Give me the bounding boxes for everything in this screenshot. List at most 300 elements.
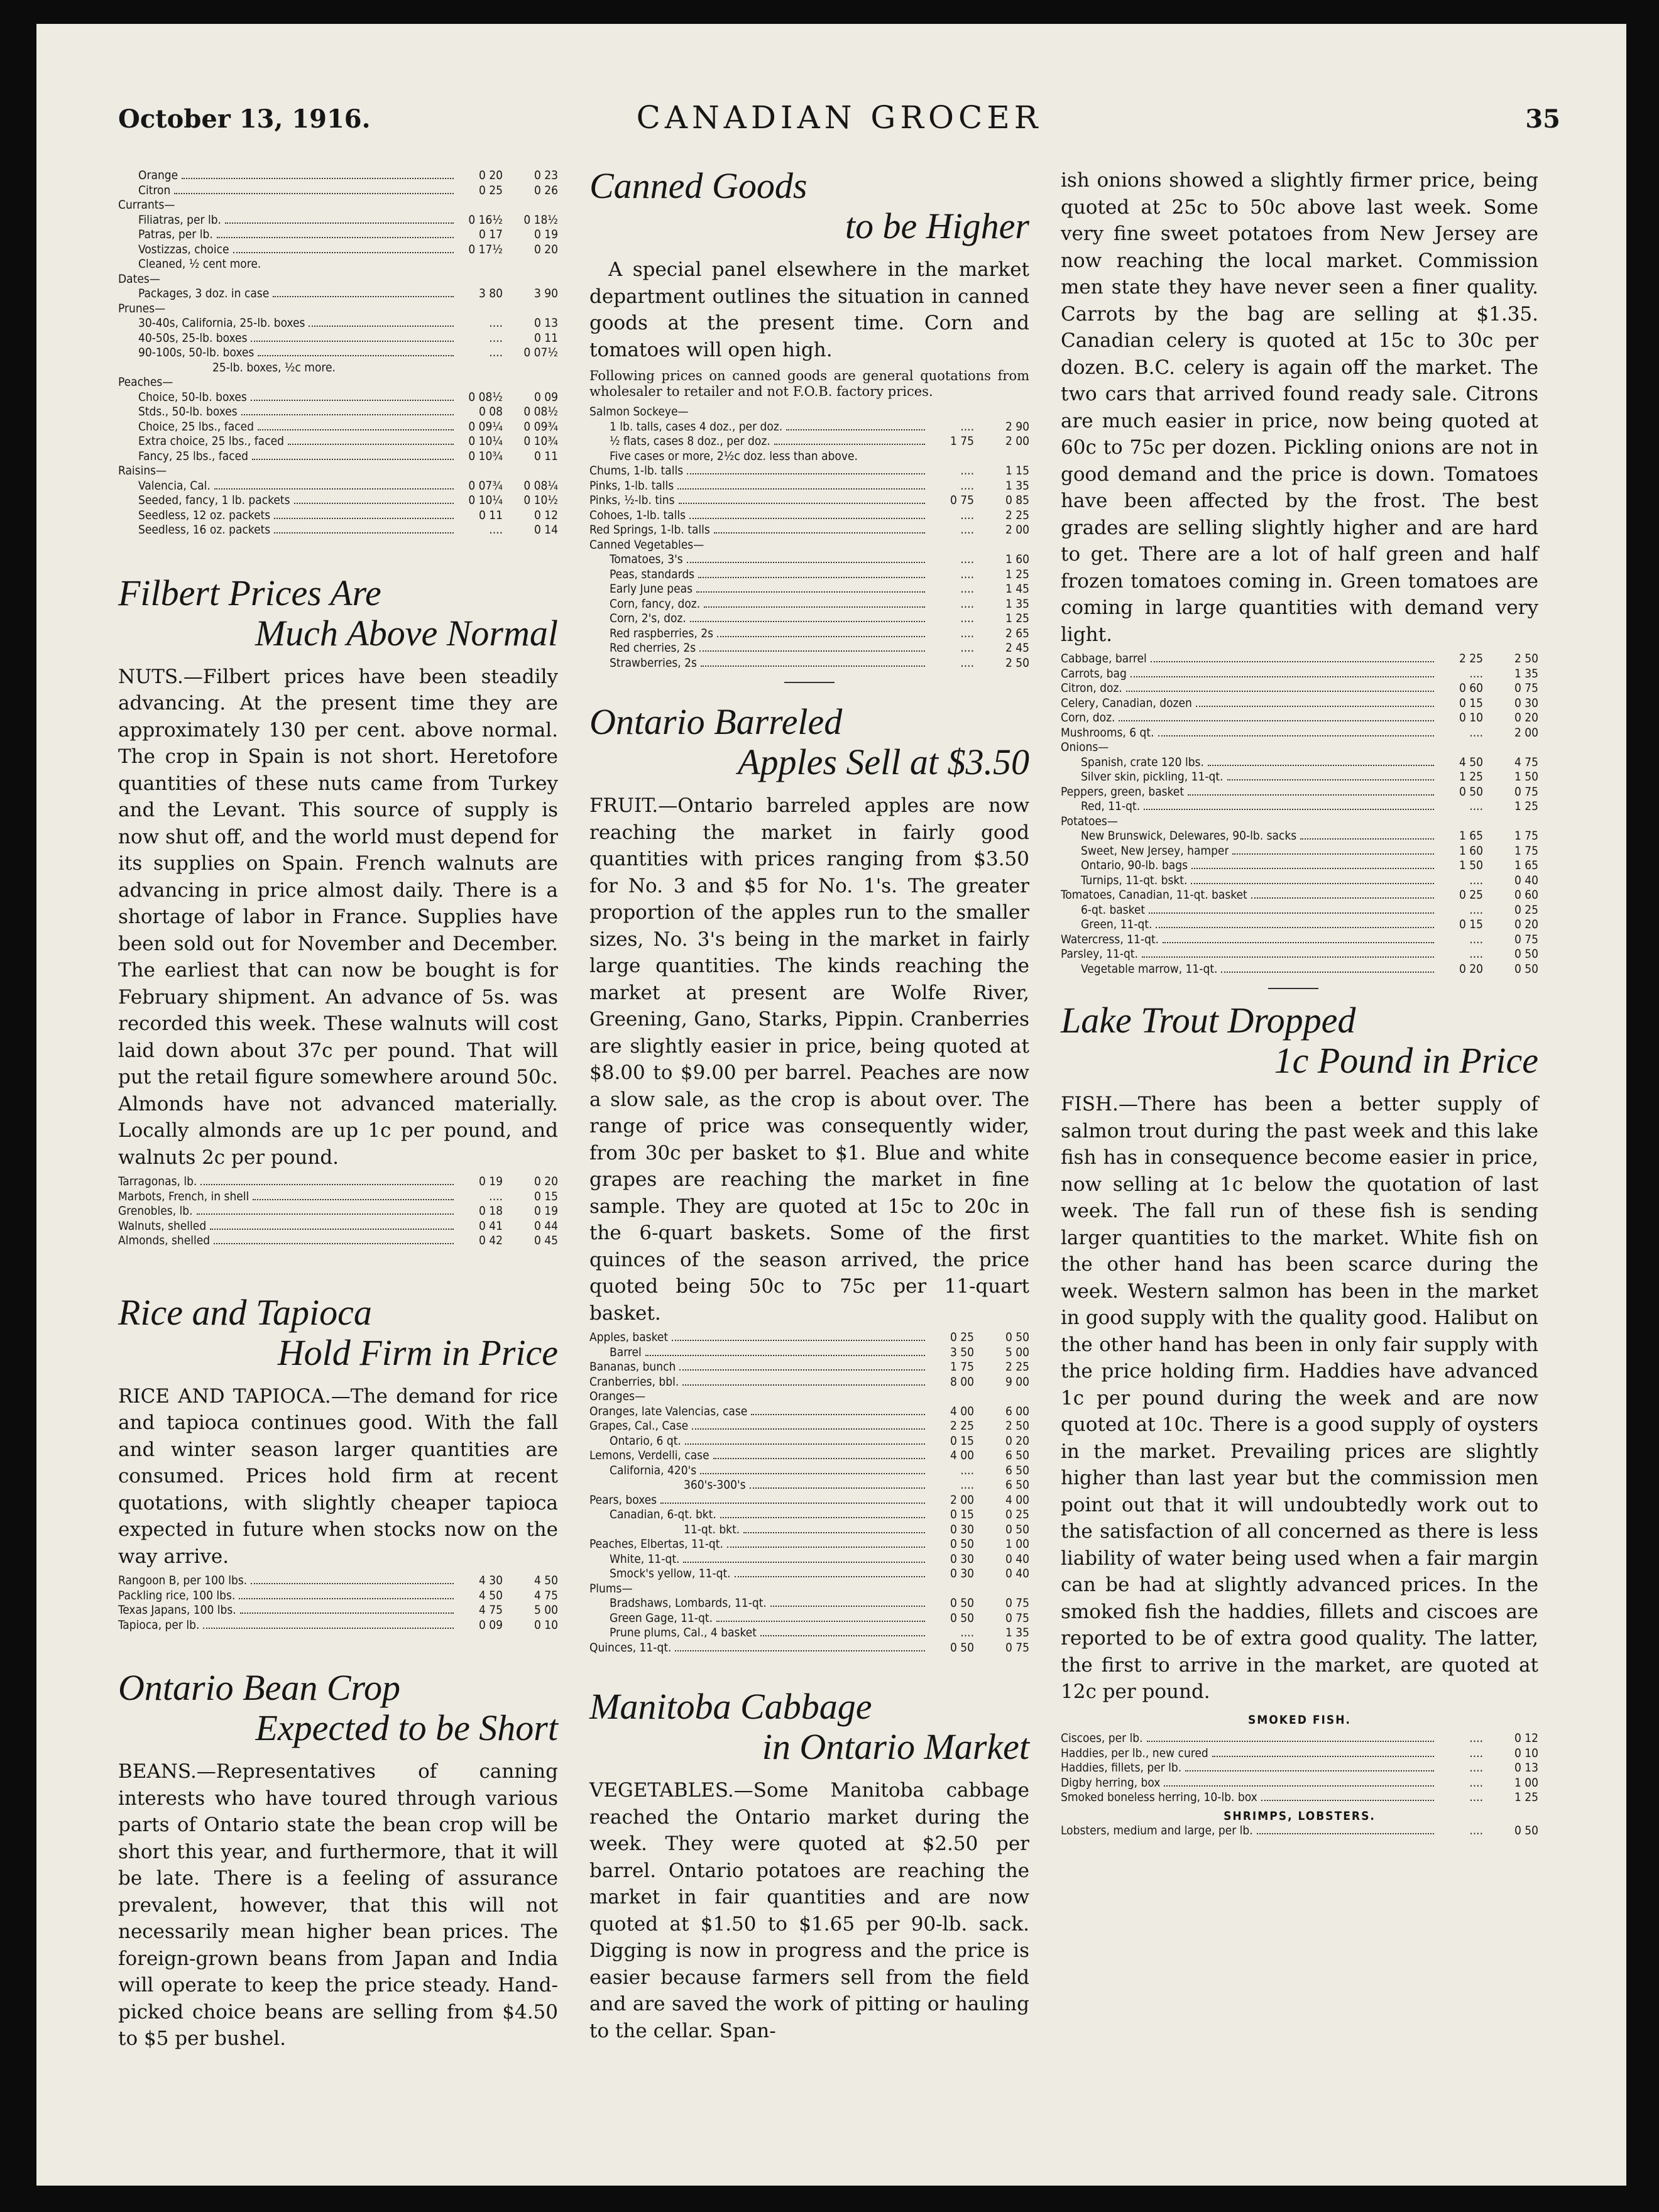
price-row bbox=[589, 1493, 1029, 1508]
item-name: Packling rice, 100 lbs. bbox=[118, 1588, 236, 1602]
dot-leader bbox=[685, 1443, 925, 1445]
item-name: Haddies, per lb., new cured bbox=[1061, 1746, 1208, 1760]
dot-leader bbox=[252, 459, 454, 460]
issue-date: October 13, 1916. bbox=[118, 104, 371, 134]
item-name: Pinks, 1-lb. talls bbox=[589, 478, 674, 493]
price-high: 0 30 bbox=[1514, 696, 1538, 710]
page-number: 35 bbox=[1525, 104, 1560, 134]
price-high: 0 14 bbox=[534, 523, 558, 537]
price-high: 2 25 bbox=[1005, 508, 1029, 522]
price-row bbox=[118, 493, 558, 508]
price-low: .... bbox=[960, 1626, 974, 1640]
item-name: Tomatoes, Canadian, 11-qt. basket bbox=[1061, 888, 1247, 902]
dot-leader bbox=[273, 296, 454, 297]
item-name: 90-100s, 50-lb. boxes bbox=[138, 346, 255, 359]
price-row bbox=[1061, 1746, 1538, 1761]
dot-leader bbox=[288, 444, 454, 445]
dot-leader bbox=[1164, 1785, 1434, 1787]
price-high: 1 45 bbox=[1005, 582, 1029, 596]
price-row bbox=[589, 434, 1029, 449]
dot-leader bbox=[760, 1635, 925, 1636]
item-name: Seedless, 12 oz. packets bbox=[138, 508, 271, 522]
price-row bbox=[589, 1641, 1029, 1656]
price-high: 0 50 bbox=[1005, 1522, 1029, 1536]
price-row bbox=[118, 464, 558, 479]
price-row bbox=[589, 1345, 1029, 1361]
price-low: 4 00 bbox=[950, 1404, 974, 1418]
dot-leader bbox=[1300, 838, 1434, 840]
dot-leader bbox=[1147, 1741, 1434, 1742]
price-high: 1 50 bbox=[1514, 770, 1538, 784]
dot-leader bbox=[1261, 1800, 1434, 1801]
dot-leader bbox=[720, 1517, 925, 1518]
price-row bbox=[1061, 799, 1538, 814]
item-name: Prune plums, Cal., 4 basket bbox=[610, 1626, 757, 1640]
price-row bbox=[118, 420, 558, 435]
item-name: Strawberries, 2s bbox=[610, 655, 697, 670]
price-high: 2 50 bbox=[1514, 652, 1538, 665]
price-high: 1 25 bbox=[1005, 611, 1029, 625]
price-low: .... bbox=[960, 655, 974, 670]
price-high: 0 44 bbox=[534, 1218, 558, 1233]
dot-leader bbox=[679, 1369, 925, 1371]
price-high: 0 23 bbox=[534, 168, 558, 182]
dot-leader bbox=[1149, 912, 1434, 914]
price-row bbox=[589, 1567, 1029, 1582]
dot-leader bbox=[197, 1213, 454, 1215]
price-low: 3 50 bbox=[950, 1345, 974, 1359]
nuts-price-table bbox=[118, 1174, 558, 1249]
beans-article bbox=[118, 1758, 558, 2052]
canned-article: A special panel elsewhere in the market department outlines the situation in canned goods at the present time. Corn and tomatoes will open high. bbox=[589, 258, 1029, 361]
item-name: Cohoes, 1-lb. talls bbox=[589, 508, 686, 522]
price-row bbox=[1061, 947, 1538, 962]
price-row bbox=[118, 346, 558, 361]
price-low: .... bbox=[1469, 1731, 1483, 1745]
dot-leader bbox=[1131, 676, 1434, 677]
price-high: 0 07½ bbox=[523, 346, 558, 359]
item-name: Lobsters, medium and large, per lb. bbox=[1061, 1824, 1253, 1837]
item-name: Packages, 3 doz. in case bbox=[138, 287, 270, 300]
price-low: 1 65 bbox=[1459, 829, 1483, 843]
price-row bbox=[118, 434, 558, 449]
price-low: 3 80 bbox=[478, 287, 503, 300]
canned-price-table bbox=[589, 405, 1029, 671]
lead-word: FISH. bbox=[1061, 1093, 1119, 1115]
dot-leader bbox=[274, 532, 454, 534]
price-row bbox=[589, 1375, 1029, 1390]
item-name: Digby herring, box bbox=[1061, 1775, 1161, 1790]
dot-leader bbox=[687, 473, 925, 474]
price-high: 3 90 bbox=[534, 287, 558, 300]
dot-leader bbox=[717, 636, 925, 637]
price-row bbox=[118, 390, 558, 405]
price-high: 0 25 bbox=[1514, 902, 1538, 917]
price-row bbox=[589, 1523, 1029, 1538]
item-name: Marbots, French, in shell bbox=[118, 1189, 249, 1203]
item-name: 40-50s, 25-lb. boxes bbox=[138, 331, 248, 345]
dot-leader bbox=[210, 1229, 454, 1230]
price-high: 0 75 bbox=[1005, 1640, 1029, 1655]
price-row bbox=[118, 508, 558, 523]
price-high: 6 50 bbox=[1005, 1448, 1029, 1462]
price-row bbox=[1061, 962, 1538, 977]
price-row bbox=[1061, 1731, 1538, 1746]
price-high: 0 45 bbox=[534, 1234, 558, 1247]
dot-leader bbox=[1232, 853, 1434, 855]
price-row bbox=[1061, 858, 1538, 873]
price-high: 0 40 bbox=[1514, 873, 1538, 887]
price-low: .... bbox=[960, 1463, 974, 1477]
price-row bbox=[118, 1190, 558, 1205]
price-high: 0 75 bbox=[1514, 932, 1538, 946]
item-name: Lemons, Verdelli, case bbox=[589, 1448, 709, 1462]
price-row bbox=[1061, 814, 1538, 830]
price-low: 0 50 bbox=[1459, 784, 1483, 799]
item-name: Tarragonas, lb. bbox=[118, 1174, 197, 1188]
price-high: 0 12 bbox=[1514, 1731, 1538, 1745]
dot-leader bbox=[1144, 809, 1434, 810]
price-low: 0 16½ bbox=[468, 212, 503, 227]
shrimps-section bbox=[1061, 1809, 1538, 1824]
trout-article bbox=[1061, 1091, 1538, 1706]
item-name: 1 lb. talls, cases 4 doz., per doz. bbox=[610, 419, 783, 434]
canned-price-note: Following prices on canned goods are general quotations from wholesaler to retailer and not F.O.B. factory prices. bbox=[589, 368, 1029, 399]
price-row bbox=[1061, 888, 1538, 903]
item-name: Peppers, green, basket bbox=[1061, 784, 1185, 799]
price-high: 6 50 bbox=[1005, 1478, 1029, 1492]
price-high: 2 90 bbox=[1005, 419, 1029, 434]
price-row bbox=[589, 552, 1029, 567]
price-low: .... bbox=[1469, 1790, 1483, 1804]
item-name: Pinks, ½-lb. tins bbox=[589, 493, 675, 507]
page-header bbox=[118, 93, 1560, 137]
price-low: .... bbox=[960, 508, 974, 522]
item-name: Peas, standards bbox=[610, 567, 695, 581]
price-row bbox=[118, 227, 558, 243]
dot-leader bbox=[258, 355, 454, 356]
price-low: 0 15 bbox=[1459, 696, 1483, 710]
price-high: 1 35 bbox=[1005, 478, 1029, 493]
price-row bbox=[589, 641, 1029, 656]
price-low: .... bbox=[960, 523, 974, 537]
price-low: 2 25 bbox=[950, 1419, 974, 1433]
headline-line-2: to be Higher bbox=[845, 205, 1029, 246]
price-row bbox=[1061, 903, 1538, 918]
dot-leader bbox=[1163, 942, 1434, 943]
item-name: Grapes, Cal., Case bbox=[589, 1419, 689, 1433]
dot-leader bbox=[240, 1612, 454, 1614]
price-high: 1 65 bbox=[1514, 858, 1538, 872]
rice-article bbox=[118, 1383, 558, 1570]
lead-word: RICE AND TAPIOCA. bbox=[118, 1384, 331, 1408]
price-low: .... bbox=[489, 316, 503, 330]
price-high: 0 75 bbox=[1005, 1596, 1029, 1610]
item-name: Peaches— bbox=[118, 375, 173, 389]
price-row bbox=[589, 538, 1029, 553]
dot-leader bbox=[786, 429, 925, 430]
item-name: Red raspberries, 2s bbox=[610, 626, 713, 640]
dot-leader bbox=[727, 1547, 925, 1548]
item-name: Quinces, 11-qt. bbox=[589, 1640, 672, 1655]
price-high: 0 50 bbox=[1514, 961, 1538, 976]
item-name: Salmon Sockeye— bbox=[589, 405, 689, 419]
price-row bbox=[589, 1404, 1029, 1420]
dot-leader bbox=[1188, 794, 1434, 796]
price-high: 2 00 bbox=[1005, 434, 1029, 448]
price-row bbox=[118, 272, 558, 287]
item-name: New Brunswick, Delewares, 90-lb. sacks bbox=[1081, 829, 1297, 843]
headline-line-2: Expected to be Short bbox=[255, 1707, 558, 1748]
price-high: 0 75 bbox=[1514, 784, 1538, 799]
price-low: 0 18 bbox=[478, 1204, 503, 1218]
item-name: Seeded, fancy, 1 lb. packets bbox=[138, 493, 290, 507]
headline-line-1: Rice and Tapioca bbox=[118, 1291, 372, 1333]
item-name: Tomatoes, 3's bbox=[610, 552, 683, 566]
dot-leader bbox=[241, 414, 454, 415]
masthead: CANADIAN GROCER bbox=[636, 99, 1043, 136]
item-name: Potatoes— bbox=[1061, 814, 1118, 828]
price-row bbox=[118, 198, 558, 213]
item-name: Almonds, shelled bbox=[118, 1234, 211, 1247]
price-low: 0 20 bbox=[478, 168, 503, 182]
price-row bbox=[589, 1552, 1029, 1567]
dot-leader bbox=[1185, 1770, 1434, 1771]
item-name: Oranges, late Valencias, case bbox=[589, 1404, 748, 1418]
price-row bbox=[118, 1574, 558, 1589]
price-low: 0 50 bbox=[950, 1596, 974, 1610]
price-row bbox=[118, 1174, 558, 1190]
lead-word: VEGETABLES. bbox=[589, 1779, 734, 1802]
dot-leader bbox=[713, 1458, 925, 1459]
price-high: 0 50 bbox=[1005, 1330, 1029, 1344]
price-row bbox=[589, 449, 1029, 464]
price-low: 8 00 bbox=[950, 1374, 974, 1389]
price-high: 1 25 bbox=[1514, 1790, 1538, 1804]
item-name: Cranberries, bbl. bbox=[589, 1374, 679, 1389]
price-low: .... bbox=[1469, 947, 1483, 961]
item-name: Barrel bbox=[610, 1345, 642, 1359]
price-low: 1 25 bbox=[1459, 770, 1483, 784]
price-high: 0 15 bbox=[534, 1189, 558, 1203]
rice-headline bbox=[118, 1293, 558, 1373]
price-row bbox=[1061, 1776, 1538, 1791]
price-high: 0 11 bbox=[534, 449, 558, 463]
item-name: Five cases or more, 2½c doz. less than above. bbox=[610, 449, 858, 463]
beans-headline bbox=[118, 1668, 558, 1748]
price-row bbox=[1061, 770, 1538, 785]
item-name: Currants— bbox=[118, 198, 175, 212]
price-low: .... bbox=[1469, 932, 1483, 946]
price-high: 0 10½ bbox=[523, 493, 558, 507]
price-low: 0 20 bbox=[1459, 961, 1483, 976]
dot-leader bbox=[1191, 883, 1434, 884]
price-row bbox=[589, 1360, 1029, 1375]
price-high: 0 75 bbox=[1005, 1611, 1029, 1625]
dot-leader bbox=[696, 591, 925, 593]
price-high: 0 75 bbox=[1514, 681, 1538, 695]
dot-leader bbox=[1257, 1833, 1434, 1834]
item-name: Ontario, 90-lb. bags bbox=[1081, 858, 1188, 872]
price-row bbox=[589, 582, 1029, 597]
price-row bbox=[1061, 873, 1538, 889]
shrimps-lobsters-title: SHRIMPS, LOBSTERS. bbox=[1224, 1809, 1376, 1823]
price-row bbox=[589, 405, 1029, 420]
item-name: Walnuts, shelled bbox=[118, 1218, 207, 1233]
cabbage-headline bbox=[589, 1687, 1029, 1767]
price-high: 4 00 bbox=[1005, 1492, 1029, 1507]
headline-line-1: Manitoba Cabbage bbox=[589, 1686, 872, 1727]
price-low: .... bbox=[960, 641, 974, 655]
item-name: Ciscoes, per lb. bbox=[1061, 1731, 1143, 1745]
dried-fruit-price-table bbox=[118, 168, 558, 538]
price-low: .... bbox=[960, 1478, 974, 1492]
price-high: 1 00 bbox=[1514, 1775, 1538, 1790]
price-high: 1 35 bbox=[1005, 1626, 1029, 1640]
price-high: 6 00 bbox=[1005, 1404, 1029, 1418]
fruit-price-table bbox=[589, 1330, 1029, 1655]
price-low: 0 25 bbox=[950, 1330, 974, 1344]
price-row bbox=[589, 1330, 1029, 1345]
price-row bbox=[589, 479, 1029, 494]
item-name: Canned Vegetables— bbox=[589, 537, 704, 552]
price-low: .... bbox=[960, 582, 974, 596]
price-low: .... bbox=[489, 331, 503, 345]
dot-leader bbox=[743, 1532, 925, 1533]
price-low: .... bbox=[1469, 725, 1483, 740]
price-row bbox=[118, 1603, 558, 1618]
dot-leader bbox=[698, 577, 925, 578]
dot-leader bbox=[253, 1199, 454, 1200]
dot-leader bbox=[716, 1621, 925, 1622]
price-high: 0 20 bbox=[1005, 1433, 1029, 1448]
section-divider bbox=[1268, 988, 1318, 989]
dot-leader bbox=[294, 503, 454, 504]
price-low: 0 30 bbox=[950, 1567, 974, 1580]
price-low: .... bbox=[960, 552, 974, 566]
smoked-fish-section bbox=[1061, 1713, 1538, 1728]
apples-article bbox=[589, 792, 1029, 1327]
price-low: 4 50 bbox=[1459, 755, 1483, 769]
item-name: Early June peas bbox=[610, 582, 693, 596]
dot-leader bbox=[700, 1473, 925, 1474]
item-name: Pears, boxes bbox=[589, 1492, 657, 1507]
dot-leader bbox=[675, 1650, 925, 1651]
article-text: —Filbert prices have been steadily advancing. At the present time they are approximately 130 per cent. above normal. The crop in Spain is not short. Heretofore quantities of these nuts came from Turkey and the Levant. This source of supply is now shut off, and the world must depend for its supplies on Spain. French walnuts are advancing in price almost daily. There is a shortage of labor in France. Supplies have been sold out for November and December. The earliest that can now be bought is for February shipment. An advance of 5s. was recorded this week. These walnuts will cost laid down about 37c per pound. That will put the retail figure somewhere around 50c. Almonds have not advanced materially. Locally almonds are up 1c per pound, and walnuts 2c per pound. bbox=[118, 665, 558, 1169]
price-high: 1 75 bbox=[1514, 843, 1538, 858]
dot-leader bbox=[692, 1428, 925, 1430]
item-name: Onions— bbox=[1061, 740, 1109, 754]
dot-leader bbox=[1119, 720, 1434, 721]
price-row bbox=[589, 1478, 1029, 1493]
price-low: .... bbox=[960, 596, 974, 611]
price-row bbox=[589, 611, 1029, 627]
headline-line-1: Filbert Prices Are bbox=[118, 572, 381, 613]
price-low: 0 50 bbox=[950, 1537, 974, 1551]
dot-leader bbox=[750, 1487, 925, 1489]
price-low: .... bbox=[960, 567, 974, 581]
dot-leader bbox=[1212, 1756, 1434, 1757]
item-name: Smoked boneless herring, 10-lb. box bbox=[1061, 1790, 1257, 1804]
price-high: 0 25 bbox=[1005, 1508, 1029, 1521]
headline-line-1: Lake Trout Dropped bbox=[1061, 1000, 1356, 1041]
price-low: 0 09¼ bbox=[468, 419, 503, 434]
price-low: 0 17 bbox=[478, 227, 503, 241]
price-row bbox=[589, 420, 1029, 435]
item-name: Citron bbox=[138, 183, 171, 197]
price-low: .... bbox=[960, 419, 974, 434]
item-name: Corn, 2's, doz. bbox=[610, 611, 686, 625]
item-name: Red, 11-qt. bbox=[1081, 799, 1141, 813]
item-name: Green, 11-qt. bbox=[1081, 917, 1153, 931]
price-low: 0 30 bbox=[950, 1552, 974, 1566]
price-high: 5 00 bbox=[534, 1603, 558, 1617]
item-name: Fancy, 25 lbs., faced bbox=[138, 449, 248, 463]
dot-leader bbox=[1126, 691, 1434, 692]
price-row bbox=[118, 257, 558, 272]
dot-leader bbox=[701, 665, 925, 667]
vegetable-price-table bbox=[1061, 652, 1538, 977]
price-row bbox=[589, 627, 1029, 642]
item-name: Chums, 1-lb. talls bbox=[589, 464, 684, 478]
price-row bbox=[589, 1434, 1029, 1449]
column-2 bbox=[589, 150, 1029, 2044]
price-low: 0 60 bbox=[1459, 681, 1483, 695]
dot-leader bbox=[214, 1243, 454, 1244]
price-row bbox=[1061, 829, 1538, 844]
price-low: 1 60 bbox=[1459, 843, 1483, 858]
headline-line-1: Canned Goods bbox=[589, 165, 808, 206]
trout-headline bbox=[1061, 1000, 1538, 1081]
canned-headline bbox=[589, 166, 1029, 246]
item-name: Bradshaws, Lombards, 11-qt. bbox=[610, 1596, 767, 1610]
price-row bbox=[118, 168, 558, 183]
price-high: 0 19 bbox=[534, 227, 558, 241]
price-high: 4 75 bbox=[1514, 755, 1538, 769]
price-row bbox=[1061, 667, 1538, 682]
price-low: 2 25 bbox=[1459, 652, 1483, 665]
price-low: .... bbox=[489, 1189, 503, 1203]
price-low: .... bbox=[489, 346, 503, 359]
price-row bbox=[589, 1419, 1029, 1434]
dot-leader bbox=[1191, 868, 1434, 869]
price-high: 0 20 bbox=[1514, 917, 1538, 931]
dot-leader bbox=[1221, 972, 1434, 973]
dot-leader bbox=[679, 503, 925, 504]
dot-leader bbox=[683, 1562, 925, 1563]
price-high: 0 10 bbox=[1514, 1746, 1538, 1760]
price-row bbox=[589, 523, 1029, 538]
price-high: 0 09 bbox=[534, 390, 558, 404]
price-high: 0 60 bbox=[1514, 888, 1538, 902]
cabbage-article-continued: ish onions showed a slightly firmer price, being quoted at 25c to 50c above last week. Some very fine sweet potatoes from New Jersey are now reaching the local market. Commission men state they have never seen a finer quality. Carrots by the bag are selling at $1.35. Canadian celery is quoted at 15c to 30c per dozen. B.C. celery is again off the market. The two cars that arrived found ready sale. Citrons are much easier in price, now being quoted at 60c to 75c per dozen. Pickling onions are not in good demand and the price is down. Tomatoes have been affected by the frost. The best grades are selling slightly higher and are hard to get. There are a lot of half green and half frozen tomatoes coming in. Green tomatoes are coming in large quantities with demand very light. bbox=[1061, 169, 1538, 646]
item-name: Peaches, Elbertas, 11-qt. bbox=[589, 1537, 723, 1551]
dot-leader bbox=[689, 518, 925, 519]
price-high: 2 00 bbox=[1514, 725, 1538, 740]
dot-leader bbox=[1156, 927, 1434, 928]
price-low: .... bbox=[1469, 1824, 1483, 1837]
price-low: .... bbox=[960, 464, 974, 478]
item-name: Cabbage, barrel bbox=[1061, 652, 1147, 665]
dot-leader bbox=[1227, 779, 1434, 780]
price-high: 0 10 bbox=[534, 1618, 558, 1632]
item-name: California, 420's bbox=[610, 1463, 697, 1477]
dot-leader bbox=[687, 562, 925, 563]
item-name: Turnips, 11-qt. bskt. bbox=[1081, 873, 1188, 887]
dot-leader bbox=[677, 488, 925, 490]
item-name: Vostizzas, choice bbox=[138, 242, 229, 256]
price-high: 0 18½ bbox=[523, 212, 558, 227]
